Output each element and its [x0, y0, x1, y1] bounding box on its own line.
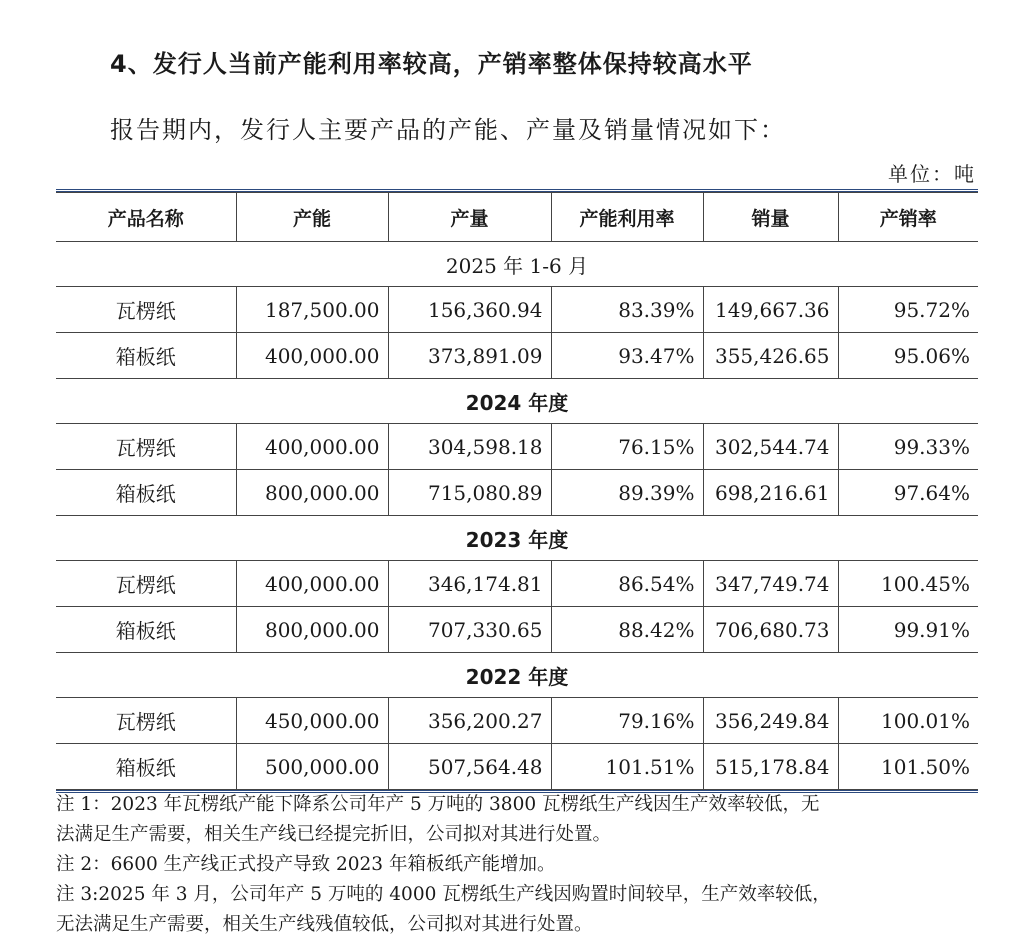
cell-capacity: 187,500.00 — [236, 287, 388, 333]
cell-sales: 698,216.61 — [703, 470, 838, 516]
table-row — [56, 607, 978, 653]
capacity-table-wrapper — [56, 189, 978, 793]
cell-capacity: 500,000.00 — [236, 744, 388, 790]
cell-output: 715,080.89 — [388, 470, 551, 516]
cell-capacity: 400,000.00 — [236, 561, 388, 607]
table-row — [56, 698, 978, 744]
capacity-table — [56, 192, 978, 790]
cell-sales: 355,426.65 — [703, 333, 838, 379]
note-1-line-2: 法满足生产需要，相关生产线已经提完折旧，公司拟对其进行处置。 — [56, 824, 612, 845]
cell-utilization: 101.51% — [551, 744, 703, 790]
header-output: 产量 — [388, 193, 551, 242]
header-sales-rate: 产销率 — [838, 193, 978, 242]
header-product-name: 产品名称 — [56, 193, 236, 242]
table-row — [56, 470, 978, 516]
section-heading: 4、发行人当前产能利用率较高，产销率整体保持较高水平 — [110, 50, 753, 78]
cell-sales: 356,249.84 — [703, 698, 838, 744]
cell-product: 瓦楞纸 — [56, 698, 236, 744]
period-label: 2025 年 1-6 月 — [56, 242, 978, 287]
cell-sales: 515,178.84 — [703, 744, 838, 790]
cell-sales-rate: 99.91% — [838, 607, 978, 653]
cell-output: 304,598.18 — [388, 424, 551, 470]
table-row — [56, 744, 978, 790]
unit-label: 单位：吨 — [888, 162, 976, 186]
cell-sales-rate: 95.72% — [838, 287, 978, 333]
period-label: 2023 年度 — [56, 516, 978, 561]
note-3-line-2: 无法满足生产需要，相关生产线残值较低，公司拟对其进行处置。 — [56, 914, 593, 935]
cell-sales-rate: 100.01% — [838, 698, 978, 744]
note-1-line-1: 注 1：2023 年瓦楞纸产能下降系公司年产 5 万吨的 3800 瓦楞纸生产线因生产效率较低，无 — [56, 794, 820, 815]
cell-utilization: 89.39% — [551, 470, 703, 516]
header-utilization-rate: 产能利用率 — [551, 193, 703, 242]
table-row — [56, 287, 978, 333]
cell-capacity: 450,000.00 — [236, 698, 388, 744]
cell-product: 瓦楞纸 — [56, 424, 236, 470]
cell-utilization: 79.16% — [551, 698, 703, 744]
header-sales: 销量 — [703, 193, 838, 242]
cell-output: 707,330.65 — [388, 607, 551, 653]
cell-sales-rate: 101.50% — [838, 744, 978, 790]
cell-capacity: 400,000.00 — [236, 424, 388, 470]
cell-utilization: 93.47% — [551, 333, 703, 379]
header-capacity: 产能 — [236, 193, 388, 242]
cell-output: 156,360.94 — [388, 287, 551, 333]
period-row — [56, 379, 978, 424]
cell-sales-rate: 95.06% — [838, 333, 978, 379]
table-row — [56, 561, 978, 607]
period-label: 2022 年度 — [56, 653, 978, 698]
period-label: 2024 年度 — [56, 379, 978, 424]
intro-paragraph: 报告期内，发行人主要产品的产能、产量及销量情况如下： — [110, 116, 786, 144]
cell-output: 373,891.09 — [388, 333, 551, 379]
cell-output: 356,200.27 — [388, 698, 551, 744]
cell-output: 507,564.48 — [388, 744, 551, 790]
cell-sales-rate: 97.64% — [838, 470, 978, 516]
cell-product: 箱板纸 — [56, 607, 236, 653]
period-row — [56, 242, 978, 287]
period-row — [56, 653, 978, 698]
cell-product: 瓦楞纸 — [56, 287, 236, 333]
cell-capacity: 400,000.00 — [236, 333, 388, 379]
cell-utilization: 88.42% — [551, 607, 703, 653]
cell-product: 箱板纸 — [56, 470, 236, 516]
cell-utilization: 83.39% — [551, 287, 703, 333]
period-row — [56, 516, 978, 561]
cell-output: 346,174.81 — [388, 561, 551, 607]
cell-utilization: 76.15% — [551, 424, 703, 470]
cell-sales: 302,544.74 — [703, 424, 838, 470]
cell-product: 瓦楞纸 — [56, 561, 236, 607]
table-row — [56, 333, 978, 379]
note-3-line-1: 注 3:2025 年 3 月，公司年产 5 万吨的 4000 瓦楞纸生产线因购置时间较早，生产效率较低， — [56, 884, 831, 905]
cell-sales: 149,667.36 — [703, 287, 838, 333]
cell-utilization: 86.54% — [551, 561, 703, 607]
cell-sales-rate: 99.33% — [838, 424, 978, 470]
footnotes — [56, 790, 986, 940]
table-header-row — [56, 193, 978, 242]
cell-product: 箱板纸 — [56, 744, 236, 790]
cell-capacity: 800,000.00 — [236, 607, 388, 653]
cell-capacity: 800,000.00 — [236, 470, 388, 516]
cell-sales: 706,680.73 — [703, 607, 838, 653]
cell-product: 箱板纸 — [56, 333, 236, 379]
table-row — [56, 424, 978, 470]
cell-sales: 347,749.74 — [703, 561, 838, 607]
cell-sales-rate: 100.45% — [838, 561, 978, 607]
note-2: 注 2：6600 生产线正式投产导致 2023 年箱板纸产能增加。 — [56, 854, 556, 875]
